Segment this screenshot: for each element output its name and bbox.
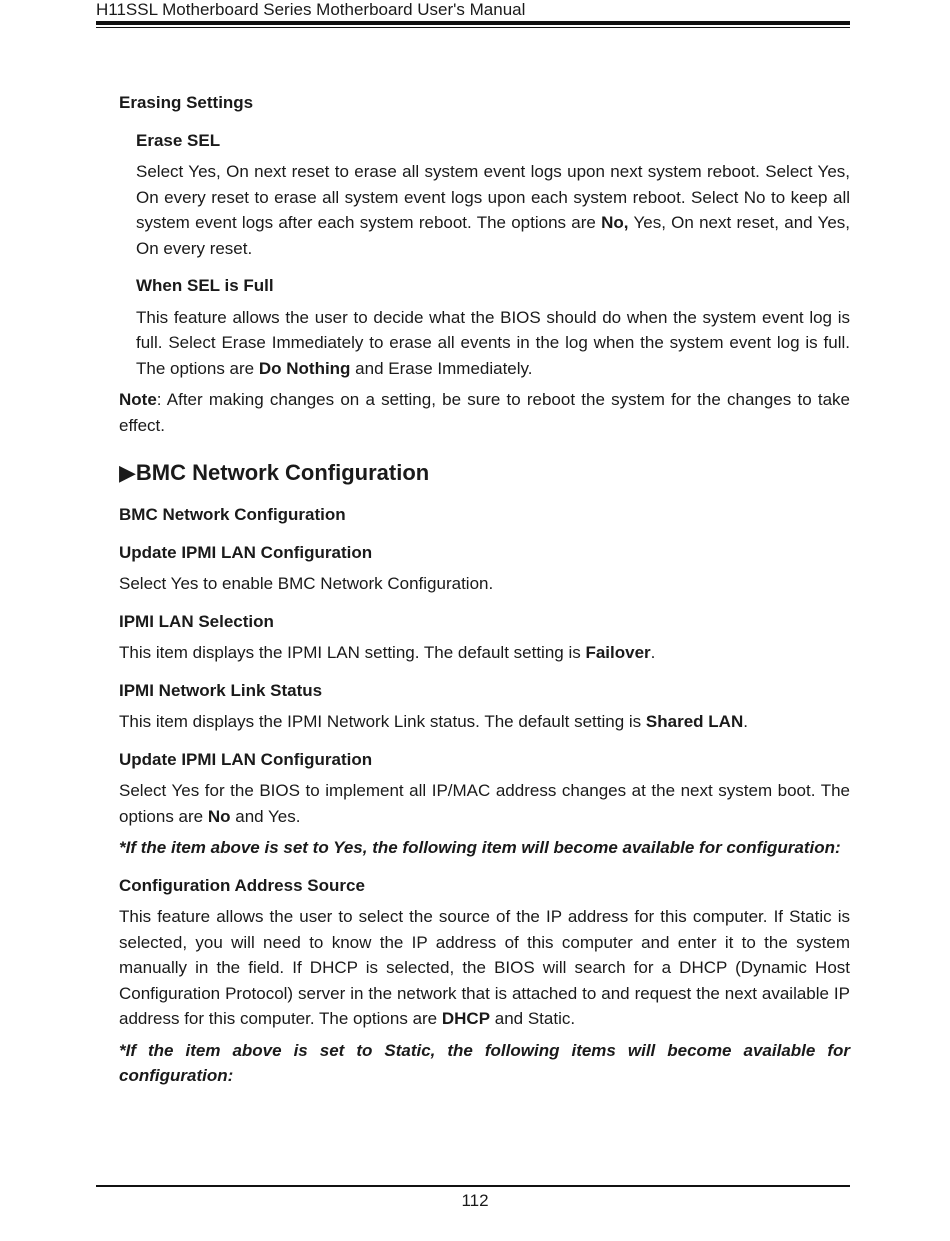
update-ipmi-lan-heading-2: Update IPMI LAN Configuration xyxy=(119,749,373,769)
page-content xyxy=(119,90,850,1089)
sel-full-description: This feature allows the user to decide what the BIOS should do when the system event log is full. Select Erase Immediately to erase all events in the log when the system event log is full. The options are Do Nothing and Erase Immediately. xyxy=(136,307,850,378)
erase-sel-block xyxy=(119,128,850,382)
static-availability-note: *If the item above is set to Static, the following items will become available for configuration: xyxy=(119,1040,850,1085)
header-rule xyxy=(96,21,850,25)
config-address-source-heading: Configuration Address Source xyxy=(119,875,365,895)
erase-sel-description: Select Yes, On next reset to erase all system event logs upon next system reboot. Select Yes, On every reset to erase all system event logs upon each system reboot. Select No to keep all system event logs after each system reboot. The options are No, Yes, On next reset, and Yes, On every reset. xyxy=(136,162,850,258)
erasing-settings-heading: Erasing Settings xyxy=(119,93,254,112)
bmc-network-heading: BMC Network Configuration xyxy=(119,505,346,524)
page-number: 112 xyxy=(461,1191,489,1210)
erase-sel-heading: Erase SEL xyxy=(136,130,221,150)
note-paragraph: Note: After making changes on a setting, be sure to reboot the system for the changes to take effect. xyxy=(119,390,850,435)
page-header-title: H11SSL Motherboard Series Motherboard User's Manual xyxy=(96,0,526,19)
ipmi-link-status-description: This item displays the IPMI Network Link status. The default setting is Shared LAN. xyxy=(119,712,748,731)
header-rule-thin xyxy=(96,27,850,28)
ipmi-link-status-heading: IPMI Network Link Status xyxy=(119,680,323,700)
update-ipmi-lan-heading-1: Update IPMI LAN Configuration xyxy=(119,542,373,562)
update-ipmi-lan-description-1: Select Yes to enable BMC Network Configuration. xyxy=(119,574,494,593)
yes-availability-note: *If the item above is set to Yes, the following item will become available for configuration: xyxy=(119,838,841,857)
section-title-bmc-network: ▶BMC Network Configuration xyxy=(119,460,430,485)
footer-rule xyxy=(96,1185,850,1187)
config-address-source-description: This feature allows the user to select the source of the IP address for this computer. If Static is selected, you will need to know the IP address of this computer and enter it to the system manually in the field. If DHCP is selected, the BIOS will search for a DHCP (Dynamic Host Configuration Protocol) server in the network that is attached to and request the next available IP address for this computer. The options are DHCP and Static. xyxy=(119,907,850,1028)
ipmi-lan-selection-description: This item displays the IPMI LAN setting. The default setting is Failover. xyxy=(119,643,656,662)
sel-full-heading: When SEL is Full xyxy=(136,276,274,295)
ipmi-lan-selection-heading: IPMI LAN Selection xyxy=(119,611,274,631)
update-ipmi-lan-description-2: Select Yes for the BIOS to implement all IP/MAC address changes at the next system boot. The options are No and Yes. xyxy=(119,781,850,826)
